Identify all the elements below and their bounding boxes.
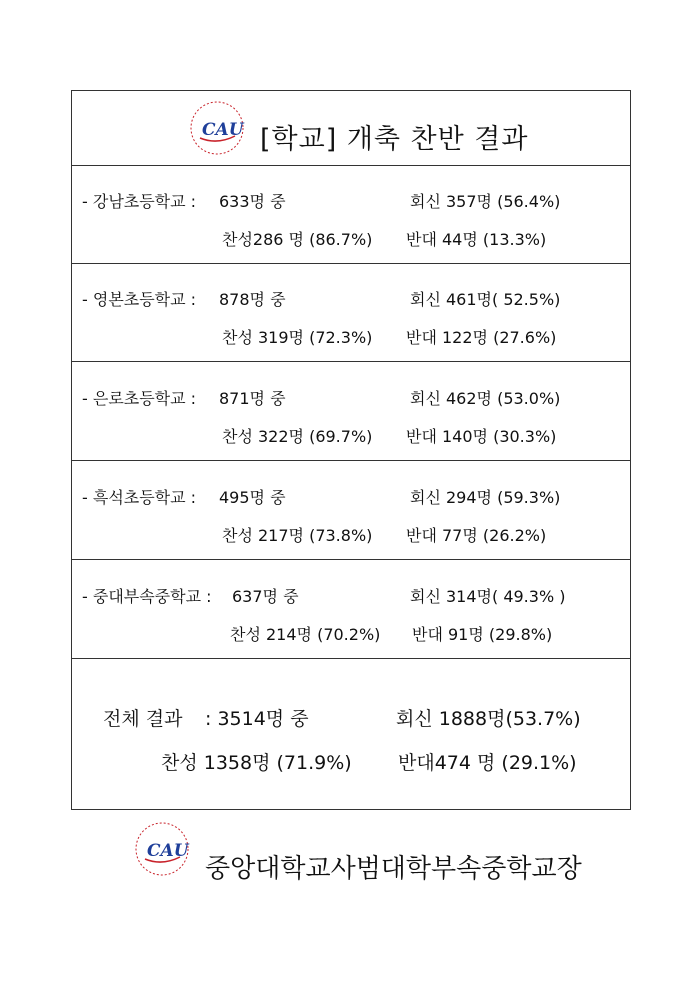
principal-signature: 중앙대학교사범대학부속중학교장: [205, 854, 582, 884]
favor-count: 찬성 322명 (69.7%): [222, 427, 373, 446]
reply-count: 회신 294명 (59.3%): [410, 488, 561, 507]
student-total: 495명 중: [219, 488, 286, 507]
school-row-jungdae: [72, 560, 630, 659]
reply-count: 회신 462명 (53.0%): [410, 389, 561, 408]
favor-count: 찬성 214명 (70.2%): [230, 625, 381, 644]
total-students: : 3514명 중: [205, 708, 309, 730]
total-label: 전체 결과: [103, 708, 183, 730]
total-favor: 찬성 1358명 (71.9%): [161, 752, 352, 774]
svg-text:CAU: CAU: [202, 120, 244, 140]
school-name: - 강남초등학교 :: [82, 192, 197, 211]
total-row: [72, 659, 630, 809]
favor-count: 찬성 319명 (72.3%): [222, 328, 373, 347]
against-count: 반대 140명 (30.3%): [406, 427, 557, 446]
cau-emblem-icon: [133, 820, 191, 878]
cau-emblem-icon: [188, 99, 246, 157]
against-count: 반대 44명 (13.3%): [406, 230, 547, 249]
school-name: - 중대부속중학교 :: [82, 587, 212, 606]
total-against: 반대474 명 (29.1%): [398, 752, 577, 774]
student-total: 637명 중: [232, 587, 299, 606]
reply-count: 회신 314명( 49.3% ): [410, 587, 566, 606]
school-name: - 은로초등학교 :: [82, 389, 197, 408]
reply-count: 회신 461명( 52.5%): [410, 290, 561, 309]
total-reply: 회신 1888명(53.7%): [396, 708, 581, 730]
school-row-eunro: [72, 362, 630, 461]
favor-count: 찬성 217명 (73.8%): [222, 526, 373, 545]
against-count: 반대 77명 (26.2%): [406, 526, 547, 545]
school-name: - 영본초등학교 :: [82, 290, 197, 309]
favor-count: 찬성286 명 (86.7%): [222, 230, 373, 249]
student-total: 871명 중: [219, 389, 286, 408]
page-title: [학교] 개축 찬반 결과: [260, 124, 529, 155]
against-count: 반대 91명 (29.8%): [412, 625, 553, 644]
title-row: [72, 91, 630, 166]
school-row-gangnam: [72, 165, 630, 264]
student-total: 878명 중: [219, 290, 286, 309]
school-name: - 흑석초등학교 :: [82, 488, 197, 507]
against-count: 반대 122명 (27.6%): [406, 328, 557, 347]
reply-count: 회신 357명 (56.4%): [410, 192, 561, 211]
svg-text:CAU: CAU: [147, 841, 189, 861]
school-row-heukseok: [72, 461, 630, 560]
student-total: 633명 중: [219, 192, 286, 211]
results-table: [71, 90, 631, 810]
school-row-yeongbon: [72, 263, 630, 362]
